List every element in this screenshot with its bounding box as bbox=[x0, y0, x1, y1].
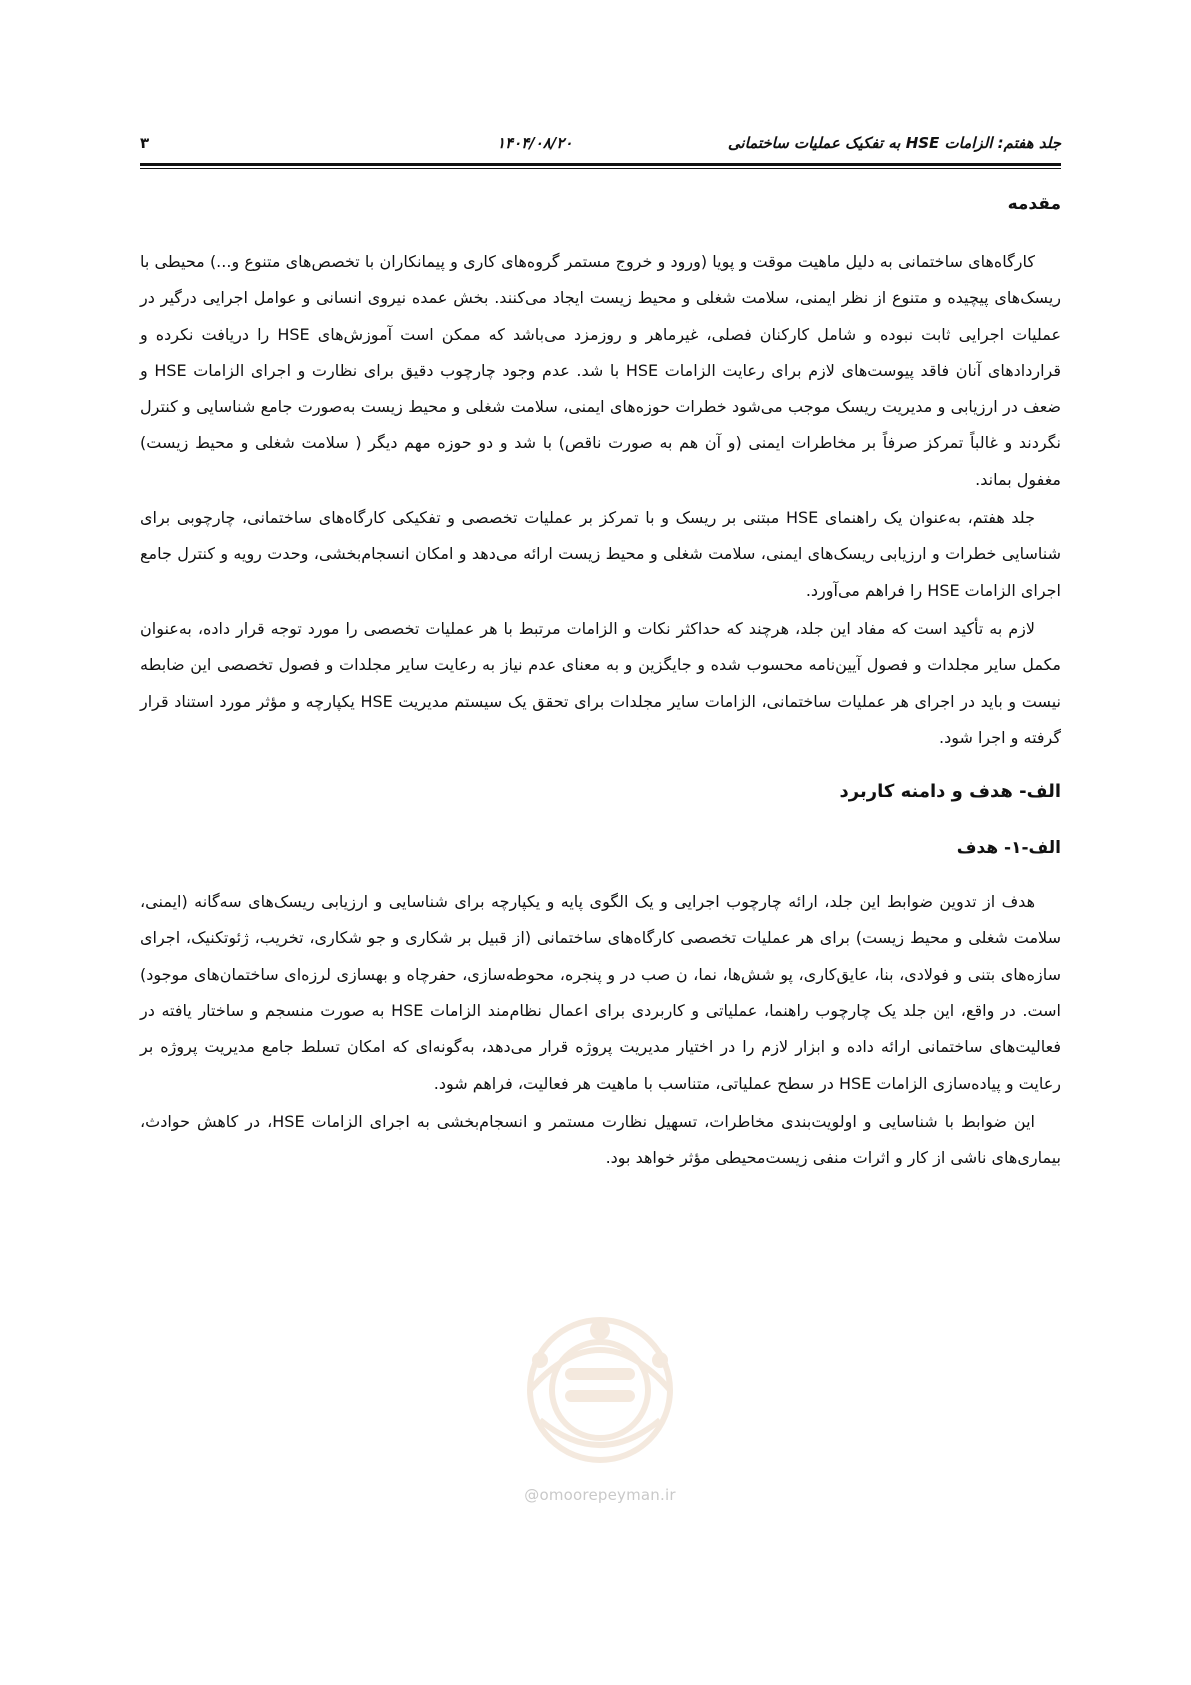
watermark-text: @omoorepeyman.ir bbox=[524, 1486, 676, 1504]
intro-paragraph-1: کارگاه‌های ساختمانی به دلیل ماهیت موقت و پویا (ورود و خروج مستمر گروه‌های کاری و پیمانکاران با تخصص‌های متنوع و...) محیطی با ریسک‌های پیچیده و متنوع از نظر ایمنی، سلامت شغلی و محیط زیست ایجاد می‌کنند. بخش عمده نیروی انسانی و عوامل اجرایی درگیر در عملیات اجرایی ثابت نبوده و شامل کارکنان فصلی، غیرماهر و روزمزد می‌باشد که ممکن است آموزش‌های HSE را دریافت نکرده و قراردادهای آنان فاقد پیوست‌های لازم برای رعایت الزامات HSE با شد. عدم وجود چارچوب دقیق برای نظارت و اجرای الزامات HSE و ضعف در ارزیابی و مدیریت ریسک موجب می‌شود خطرات حوزه‌های ایمنی، سلامت شغلی و محیط زیست به‌صورت جامع شناسایی و کنترل نگردند و غالباً تمرکز صرفاً بر مخاطرات ایمنی (و آن هم به صورت ناقص) با شد و دو حوزه مهم دیگر ( سلامت شغلی و محیط زیست) مغفول بماند. bbox=[140, 252, 1062, 489]
header-page-number: ۳ bbox=[140, 134, 150, 152]
header-date: ۱۴۰۴/۰۸/۲۰ bbox=[497, 134, 573, 152]
header-rule-thin bbox=[140, 168, 1061, 169]
section-a1-heading: الف-۱- هدف bbox=[956, 838, 1061, 859]
header-title: جلد هفتم: الزامات HSE به تفکیک عملیات ساختمانی bbox=[727, 134, 1061, 152]
section-a-heading: الف- هدف و دامنه کاربرد bbox=[839, 781, 1061, 803]
intro-paragraph-3: لازم به تأکید است که مفاد این جلد، هرچند که حداکثر نکات و الزامات مرتبط با هر عملیات تخصصی را مورد توجه قرار داده، به‌عنوان مکمل سایر مجلدات و فصول آیین‌نامه محسوب شده و جایگزین و به معنای عدم نیاز به رعایت سایر مجلدات و فصول تخصصی این ضابطه نیست و باید در اجرای هر عملیات ساختمانی، الزامات سایر مجلدات برای تحقق یک سیستم مدیریت HSE یکپارچه و مؤثر مورد استناد قرار گرفته و اجرا شود. bbox=[140, 618, 1061, 747]
main-content bbox=[140, 186, 1061, 1177]
goal-paragraph-2: این ضوابط با شناسایی و اولویت‌بندی مخاطرات، تسهیل نظارت مستمر و انسجام‌بخشی به اجرای الزامات HSE، در کاهش حوادث، بیماری‌های ناشی از کار و اثرات منفی زیست‌محیطی مؤثر خواهد بود. bbox=[140, 1111, 1061, 1168]
header-rule-thick bbox=[140, 163, 1061, 166]
page-header bbox=[140, 130, 1061, 160]
intro-paragraph-2: جلد هفتم، به‌عنوان یک راهنمای HSE مبتنی بر ریسک و با تمرکز بر عملیات تخصصی و تفکیکی کارگاه‌های ساختمانی، چارچوبی برای شناسایی خطرات و ارزیابی ریسک‌های ایمنی، سلامت شغلی و محیط زیست ارائه می‌دهد و امکان انسجام‌بخشی، وحدت رویه و کنترل جامع اجرای الزامات HSE را فراهم می‌آورد. bbox=[140, 508, 1061, 600]
intro-heading: مقدمه bbox=[1007, 194, 1061, 214]
goal-paragraph-1: هدف از تدوین ضوابط این جلد، ارائه چارچوب اجرایی و یک الگوی پایه و یکپارچه برای شناسایی و ارزیابی ریسک‌های سه‌گانه (ایمنی، سلامت شغلی و محیط زیست) برای هر عملیات تخصصی کارگاه‌های ساختمانی (از قبیل بر شکاری و جو شکاری، تخریب، ژئوتکنیک، اجرای سازه‌های بتنی و فولادی، بنا، عایق‌کاری، پو شش‌ها، نما، ن صب در و پنجره، محوطه‌سازی، حفرچاه و بهسازی لرزه‌ای ساختمان‌های موجود) است. در واقع، این جلد یک چارچوب راهنما، عملیاتی و کاربردی برای اعمال نظام‌مند الزامات HSE به صورت منسجم و ساختار یافته در فعالیت‌های ساختمانی ارائه داده و ابزار لازم را در اختیار مدیریت پروژه قرار می‌دهد، به‌گونه‌ای که امکان تسلط جامع مدیریت پروژه بر رعایت و پیاده‌سازی الزامات HSE در سطح عملیاتی، متناسب با ماهیت هر فعالیت، فراهم شود. bbox=[140, 892, 1061, 1093]
watermark-logo-icon bbox=[470, 1290, 730, 1490]
